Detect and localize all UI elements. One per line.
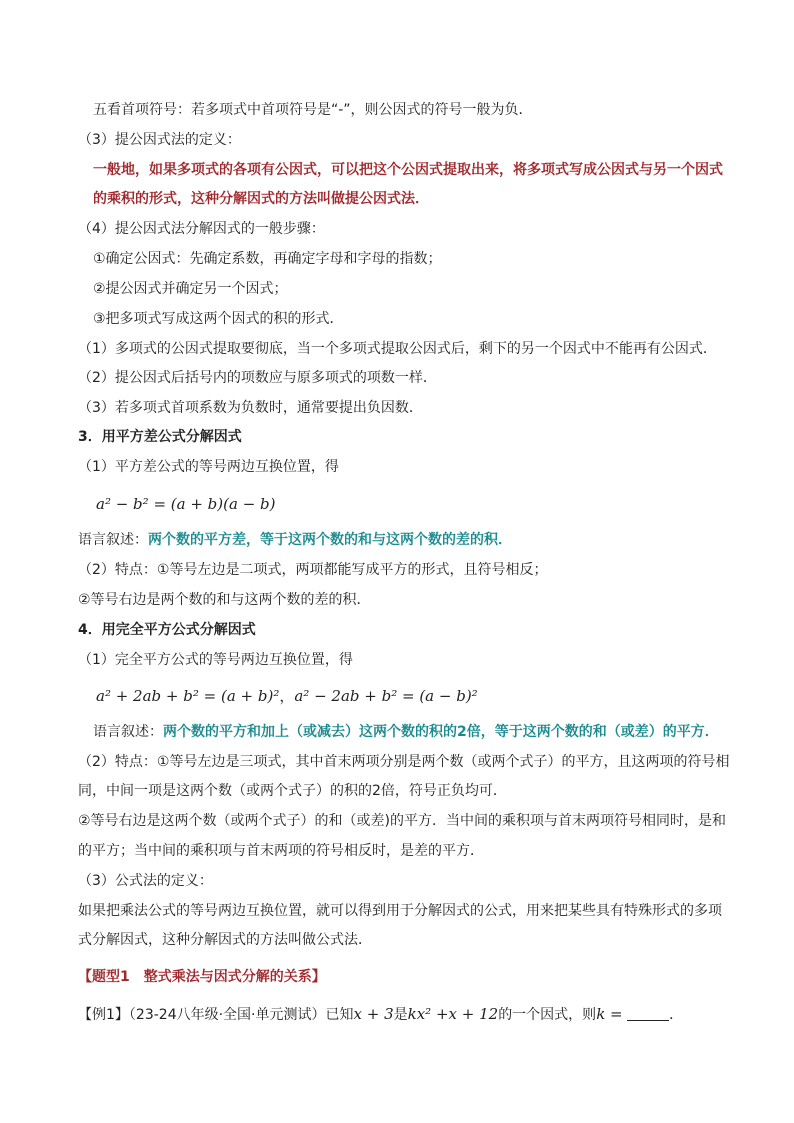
example-1 bbox=[78, 1004, 683, 1025]
formula-perfect-squares bbox=[96, 686, 478, 706]
note-item: （1）多项式的公因式提取要彻底，当一个多项式提取公因式后，剩下的另一个因式中不能再有公因式． bbox=[78, 341, 717, 357]
section-heading: （3）公式法的定义： bbox=[78, 873, 213, 889]
text-line: 五看首项符号：若多项式中首项符号是“-”，则公因式的符号一般为负． bbox=[93, 102, 533, 118]
definition-text: 式分解因式，这种分解因式的方法叫做公式法． bbox=[78, 932, 372, 948]
section-heading: （4）提公因式法分解因式的一般步骤： bbox=[78, 221, 325, 237]
description-label: 语言叙述： bbox=[93, 724, 163, 740]
feature-text: 同，中间一项是这两个数（或两个式子）的积的2倍，符号正负均可． bbox=[78, 783, 507, 799]
formula-text: a² − b² = (a + b)(a − b) bbox=[96, 495, 276, 513]
example-text: 的一个因式，则 bbox=[498, 1007, 597, 1023]
section-title: 3．用平方差公式分解因式 bbox=[78, 429, 242, 445]
formula-separator: ， bbox=[279, 687, 295, 705]
answer-blank[interactable] bbox=[627, 1006, 669, 1021]
problem-type-title: 【题型1 整式乘法与因式分解的关系】 bbox=[78, 969, 326, 985]
formula-text: a² − 2ab + b² = (a − b)² bbox=[294, 687, 478, 705]
step-item: ①确定公因式：先确定系数，再确定字母和字母的指数； bbox=[93, 251, 442, 267]
example-factor: x + 3 bbox=[353, 1005, 394, 1023]
example-end: ． bbox=[669, 1007, 684, 1023]
language-description bbox=[78, 530, 512, 550]
language-description bbox=[93, 722, 719, 742]
step-item: ②提公因式并确定另一个因式； bbox=[93, 281, 288, 297]
formula-difference-of-squares bbox=[96, 494, 276, 514]
feature-text: ②等号右边是两个数的和与这两个数的差的积． bbox=[78, 592, 371, 608]
example-label: 【例1】 bbox=[78, 1007, 129, 1023]
feature-text: （2）特点：①等号左边是二项式，两项都能写成平方的形式，且符号相反； bbox=[78, 562, 548, 578]
description-body: 两个数的平方和加上（或减去）这两个数的积的2倍，等于这两个数的和（或差）的平方． bbox=[163, 724, 719, 740]
note-item: （3）若多项式首项系数为负数时，通常要提出负因数． bbox=[78, 400, 423, 416]
description-body: 两个数的平方差，等于这两个数的和与这两个数的差的积． bbox=[148, 532, 512, 548]
formula-text: a² + 2ab + b² = (a + b)² bbox=[96, 687, 280, 705]
feature-text: 的平方；当中间的乘积项与首末两项的符号相反时，是差的平方． bbox=[78, 843, 484, 859]
feature-text: （2）特点：①等号左边是三项式，其中首末两项分别是两个数（或两个式子）的平方，且这两项的符号相 bbox=[78, 754, 730, 770]
example-source: （23-24八年级·全国·单元测试）已知 bbox=[128, 1007, 354, 1023]
text-line: （1）完全平方公式的等号两边互换位置，得 bbox=[78, 652, 353, 668]
definition-text: 一般地，如果多项式的各项有公因式，可以把这个公因式提取出来，将多项式写成公因式与另一个因式 bbox=[93, 162, 723, 178]
example-text: 是 bbox=[393, 1007, 408, 1023]
step-item: ③把多项式写成这两个因式的积的形式． bbox=[93, 311, 344, 327]
section-heading: （3）提公因式法的定义： bbox=[78, 132, 241, 148]
example-polynomial: kx² +x + 12 bbox=[407, 1005, 499, 1023]
feature-text: ②等号右边是这两个数（或两个式子）的和（或差)的平方．当中间的乘积项与首末两项符号相同时，是和 bbox=[78, 813, 727, 829]
example-variable: k = bbox=[596, 1005, 623, 1023]
text-line: （1）平方差公式的等号两边互换位置，得 bbox=[78, 459, 339, 475]
description-label: 语言叙述： bbox=[78, 532, 148, 548]
note-item: （2）提公因式后括号内的项数应与原多项式的项数一样． bbox=[78, 370, 437, 386]
definition-text: 的乘积的形式，这种分解因式的方法叫做提公因式法． bbox=[93, 191, 429, 207]
definition-text: 如果把乘法公式的等号两边互换位置，就可以得到用于分解因式的公式，用来把某些具有特殊形式的多项 bbox=[78, 903, 722, 919]
section-title: 4．用完全平方公式分解因式 bbox=[78, 622, 256, 638]
